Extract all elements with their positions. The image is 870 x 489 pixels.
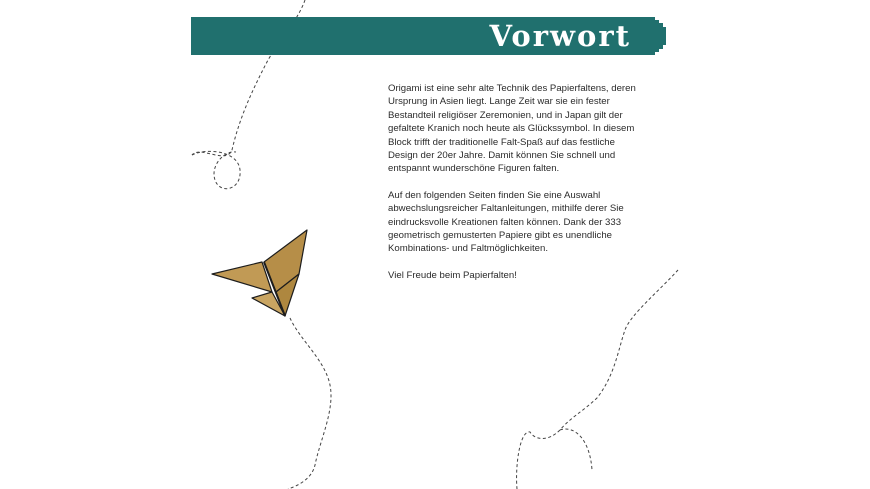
butterfly-right-lower-wing [276, 274, 299, 316]
paragraph-intro: Origami ist eine sehr alte Technik des Papierfaltens, deren Ursprung in Asien liegt. Lange Zeit war sie ein fester Bestandteil religiöser Zeremonien, und in Japan gilt der gefaltete Kranich noch heute als Glückssymbol. In diesem Block trifft der traditionelle Falt-Spaß auf das festliche Design der 20er Jahre. Damit können Sie schnell und entspannt wunderschöne Figuren falten. [388, 83, 636, 175]
butterfly-body [264, 262, 285, 316]
dashed-path-right [517, 270, 678, 489]
page-title: Vorwort [489, 19, 631, 53]
butterfly-right-upper-wing [264, 230, 307, 292]
title-banner [191, 17, 655, 55]
body-text [388, 82, 644, 295]
dashed-path-bottom [288, 318, 331, 489]
paragraph-closing: Viel Freude beim Papierfalten! [388, 269, 517, 281]
butterfly-left-lower-wing [252, 292, 285, 316]
paragraph-instructions: Auf den folgenden Seiten finden Sie eine Auswahl abwechslungsreicher Faltanleitungen, mithilfe derer Sie eindrucksvolle Kreationen falten können. Dank der 333 geometrisch gemusterten Papiere gibt es unendliche Kombinations- und Faltmöglichkeiten. [388, 189, 624, 255]
butterfly-left-upper-wing [212, 262, 272, 292]
dashed-path-right-tail [560, 429, 592, 470]
dashed-path-loop [192, 151, 240, 188]
banner-pixel-edge [655, 17, 667, 55]
